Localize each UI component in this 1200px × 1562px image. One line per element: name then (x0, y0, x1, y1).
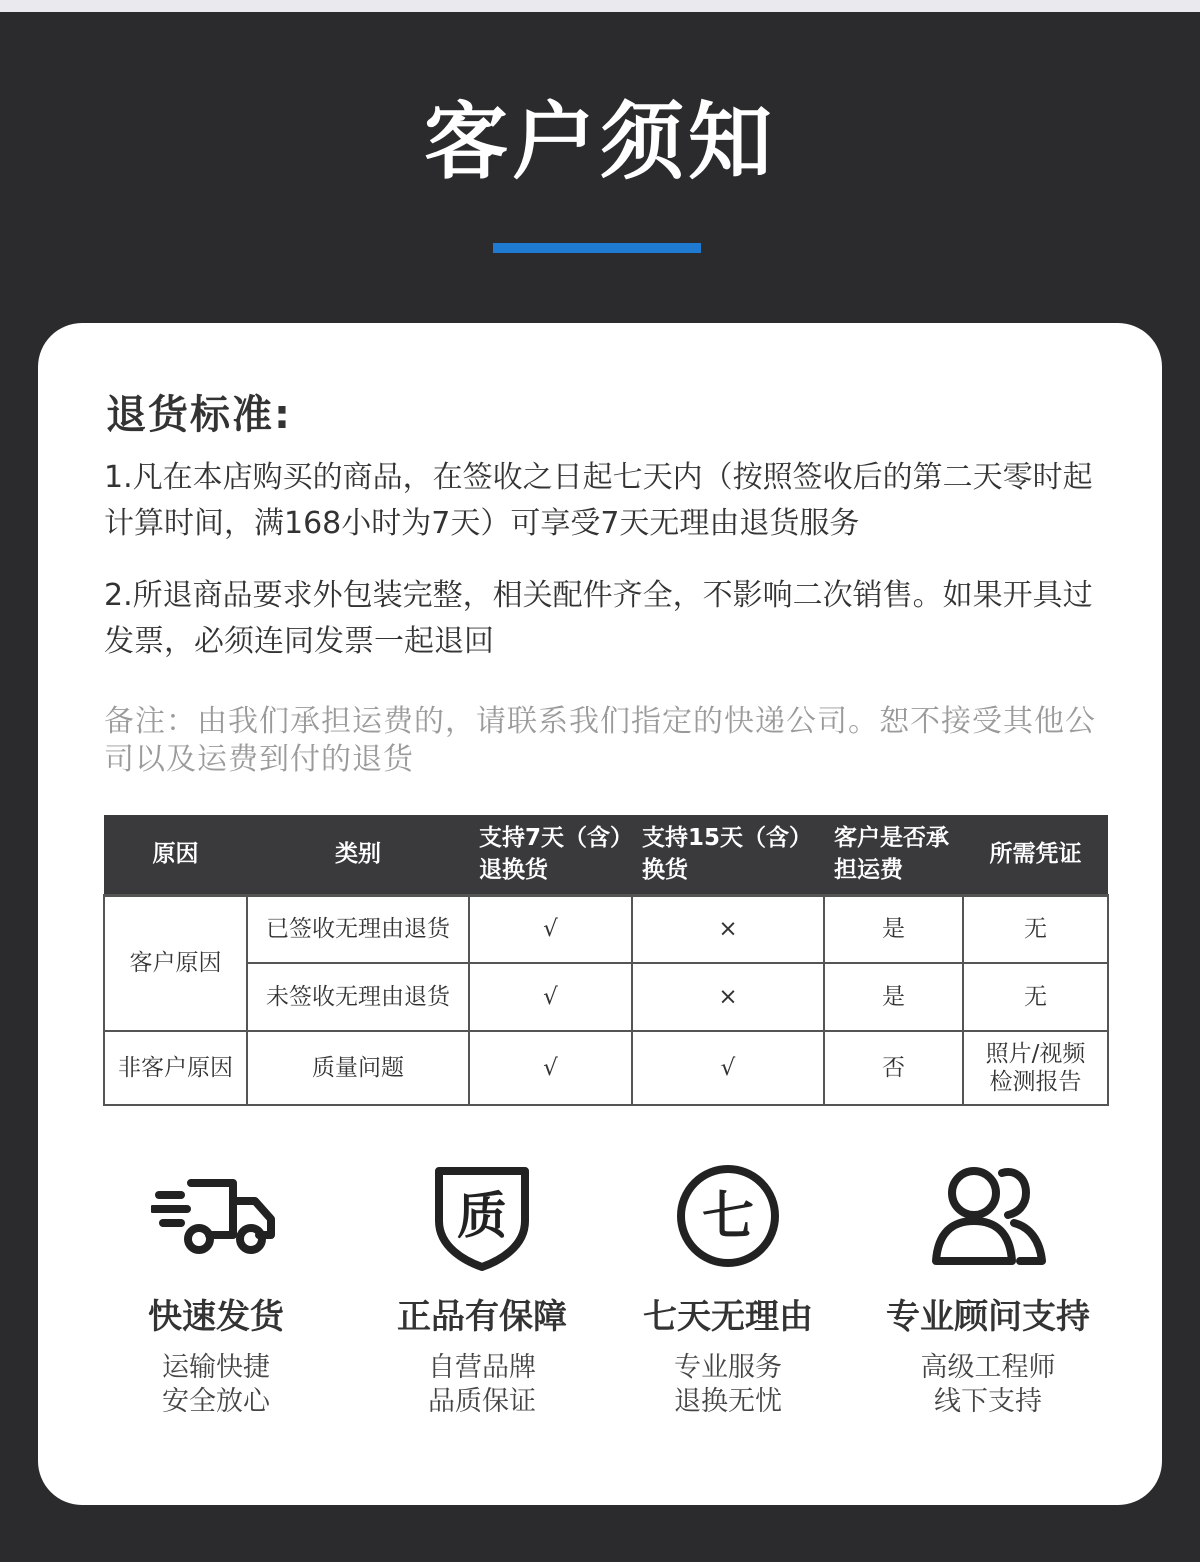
category-cell: 质量问题 (247, 1031, 469, 1105)
quality-badge-text: 质 (457, 1187, 507, 1245)
delivery-truck-icon (96, 1161, 336, 1271)
freight-cell: 是 (824, 895, 963, 963)
header-category: 类别 (247, 815, 469, 895)
feature-desc-line1: 自营品牌 (428, 1352, 536, 1383)
d7-cell: √ (469, 963, 632, 1031)
table-row (104, 895, 1108, 963)
freight-cell: 是 (824, 963, 963, 1031)
title-underline (493, 243, 701, 253)
feature-fast-delivery (96, 1161, 336, 1419)
d15-cell: √ (632, 1031, 824, 1105)
proof-cell: 无 (963, 963, 1108, 1031)
d15-cell: × (632, 895, 824, 963)
feature-desc-line2: 安全放心 (162, 1386, 270, 1417)
feature-desc-line2: 品质保证 (428, 1386, 536, 1417)
header-15day: 支持15天（含）换货 (632, 815, 824, 895)
d7-cell: √ (469, 895, 632, 963)
feature-consultant (868, 1161, 1108, 1419)
d15-cell: × (632, 963, 824, 1031)
table-row (104, 963, 1108, 1031)
note-text: 备注：由我们承担运费的，请联系我们指定的快递公司。恕不接受其他公司以及运费到付的退货 (104, 704, 1096, 777)
seven-badge-text: 七 (701, 1187, 755, 1247)
feature-desc-line1: 专业服务 (674, 1352, 782, 1383)
quality-shield-icon (362, 1161, 602, 1271)
proof-cell: 照片/视频检测报告 (963, 1031, 1108, 1105)
return-policy-table (103, 815, 1109, 1106)
d7-cell: √ (469, 1031, 632, 1105)
feature-desc-line2: 线下支持 (934, 1386, 1042, 1417)
feature-desc-line2: 退换无忧 (674, 1386, 782, 1417)
freight-cell: 否 (824, 1031, 963, 1105)
reason-cell: 非客户原因 (104, 1031, 247, 1105)
table-header-row (104, 815, 1108, 895)
feature-title: 快速发货 (148, 1297, 284, 1337)
users-icon (868, 1161, 1108, 1271)
header-7day: 支持7天（含）退换货 (469, 815, 632, 895)
category-cell: 未签收无理由退货 (247, 963, 469, 1031)
category-cell: 已签收无理由退货 (247, 895, 469, 963)
section-heading: 退货标准: (106, 392, 292, 438)
feature-title: 正品有保障 (397, 1297, 567, 1337)
feature-title: 专业顾问支持 (886, 1297, 1090, 1337)
header-freight: 客户是否承担运费 (824, 815, 963, 895)
top-strip (0, 0, 1200, 12)
rule-paragraph-2: 2.所退商品要求外包装完整，相关配件齐全，不影响二次销售。如果开具过发票，必须连同发票一起退回 (104, 578, 1093, 659)
table-row (104, 1031, 1108, 1105)
feature-desc-line1: 高级工程师 (920, 1352, 1056, 1383)
notice-card (38, 323, 1162, 1505)
feature-row (38, 1161, 1162, 1441)
feature-title: 七天无理由 (643, 1297, 813, 1337)
proof-cell: 无 (963, 895, 1108, 963)
page-title: 客户须知 (423, 93, 776, 191)
feature-quality (362, 1161, 602, 1419)
header-proof: 所需凭证 (963, 815, 1108, 895)
seven-circle-icon (608, 1161, 848, 1271)
feature-desc-line1: 运输快捷 (162, 1352, 270, 1383)
rule-paragraph-1: 1.凡在本店购买的商品，在签收之日起七天内（按照签收后的第二天零时起计算时间，满168小时为7天）可享受7天无理由退货服务 (104, 460, 1093, 541)
header-reason: 原因 (104, 815, 247, 895)
feature-seven-day (608, 1161, 848, 1419)
reason-cell: 客户原因 (104, 895, 247, 1031)
